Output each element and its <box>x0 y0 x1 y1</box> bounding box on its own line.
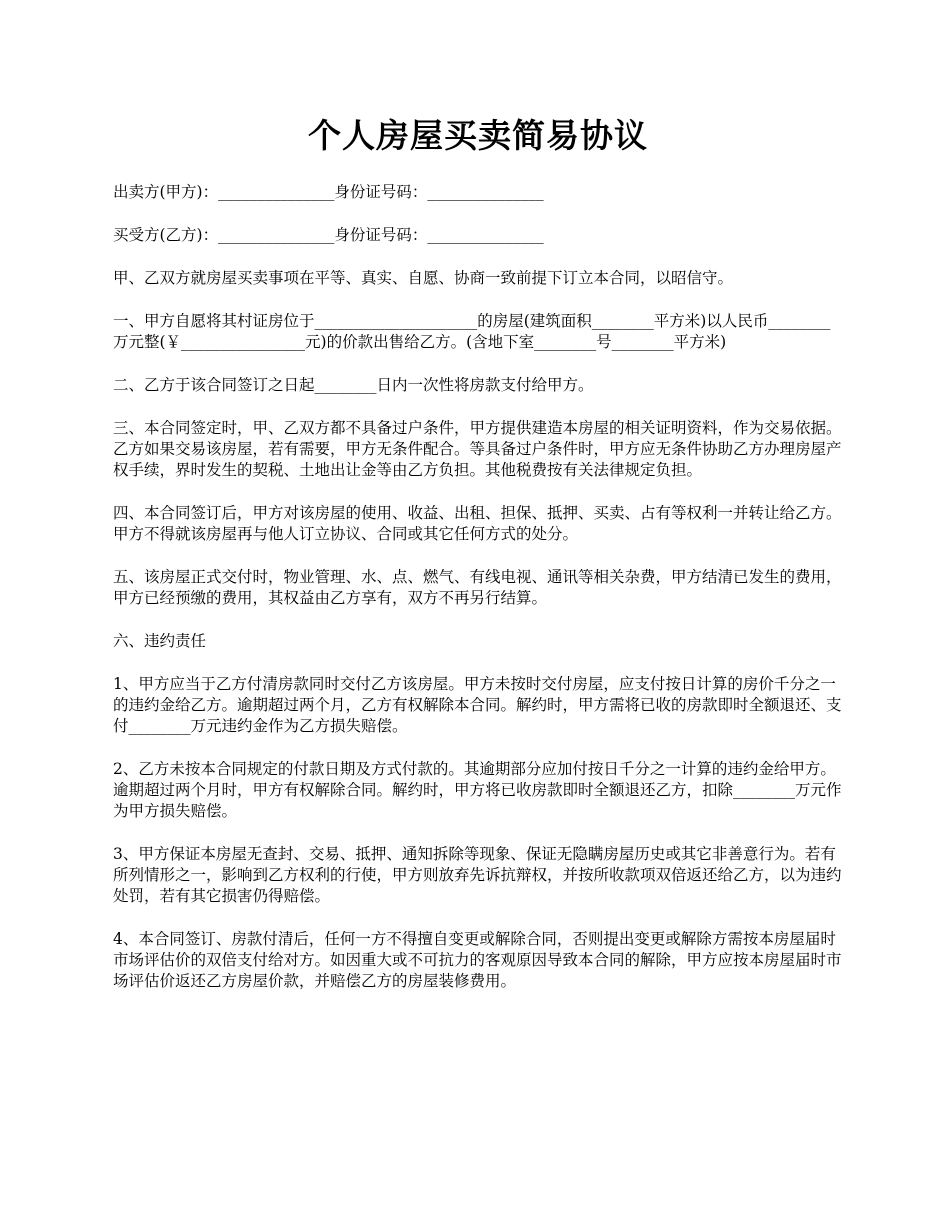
liability-item-4: 4、本合同签订、房款付清后，任何一方不得擅自变更或解除合同，否则提出变更或解除方需按本房屋届时市场评估价的双倍支付给对方。如因重大或不可抗力的客观原因导致本合同的解除，甲方应按本房屋届时市场评估价返还乙方房屋价款，并赔偿乙方的房屋装修费用。 <box>113 930 842 990</box>
clause-6-heading: 六、违约责任 <box>113 632 207 650</box>
buyer-line: 买受方(乙方)：_______________身份证号码：_______________ <box>113 226 544 244</box>
clause-4: 四、本合同签订后，甲方对该房屋的使用、收益、出租、担保、抵押、买卖、占有等权利一并转让给乙方。甲方不得就该房屋再与他人订立协议、合同或其它任何方式的处分。 <box>113 504 842 543</box>
seller-line: 出卖方(甲方)：_______________身份证号码：_______________ <box>113 183 544 201</box>
document-page <box>113 112 843 1014</box>
clause-5: 五、该房屋正式交付时，物业管理、水、点、燃气、有线电视、通讯等相关杂费，甲方结清已发生的费用，甲方已经预缴的费用，其权益由乙方享有，双方不再另行结算。 <box>113 568 842 607</box>
liability-item-3: 3、甲方保证本房屋无查封、交易、抵押、通知拆除等现象、保证无隐瞒房屋历史或其它非善意行为。若有所列情形之一，影响到乙方权利的行使，甲方则放弃先诉抗辩权，并按所收款项双倍返还给乙方，以为违约处罚，若有其它损害仍得赔偿。 <box>113 845 842 905</box>
liability-item-2: 2、乙方未按本合同规定的付款日期及方式付款的。其逾期部分应加付按日千分之一计算的违约金给甲方。逾期超过两个月时，甲方有权解除合同。解约时，甲方将已收房款即时全额退还乙方，扣除________万元作为甲方损失赔偿。 <box>113 760 842 820</box>
document-title: 个人房屋买卖简易协议 <box>308 116 648 155</box>
clause-3: 三、本合同签定时，甲、乙双方都不具备过户条件，甲方提供建造本房屋的相关证明资料，作为交易依据。乙方如果交易该房屋，若有需要，甲方无条件配合。等具备过户条件时，甲方应无条件协助乙方办理房屋产权手续，界时发生的契税、土地出让金等由乙方负担。其他税费按有关法律规定负担。 <box>113 419 842 479</box>
liability-item-1: 1、甲方应当于乙方付清房款同时交付乙方该房屋。甲方未按时交付房屋，应支付按日计算的房价千分之一的违约金给乙方。逾期超过两个月，乙方有权解除本合同。解约时，甲方需将已收的房款即时全额退还、支付________万元违约金作为乙方损失赔偿。 <box>113 675 842 735</box>
clause-2: 二、乙方于该合同签订之日起________日内一次性将房款支付给甲方。 <box>113 376 594 394</box>
clause-1: 一、甲方自愿将其村证房位于_____________________的房屋(建筑面积________平方米)以人民币________万元整(￥________________元)的价款出售给乙方。(含地下室________号________平方米) <box>113 312 831 351</box>
preamble: 甲、乙双方就房屋买卖事项在平等、真实、自愿、协商一致前提下订立本合同，以昭信守。 <box>113 269 734 287</box>
